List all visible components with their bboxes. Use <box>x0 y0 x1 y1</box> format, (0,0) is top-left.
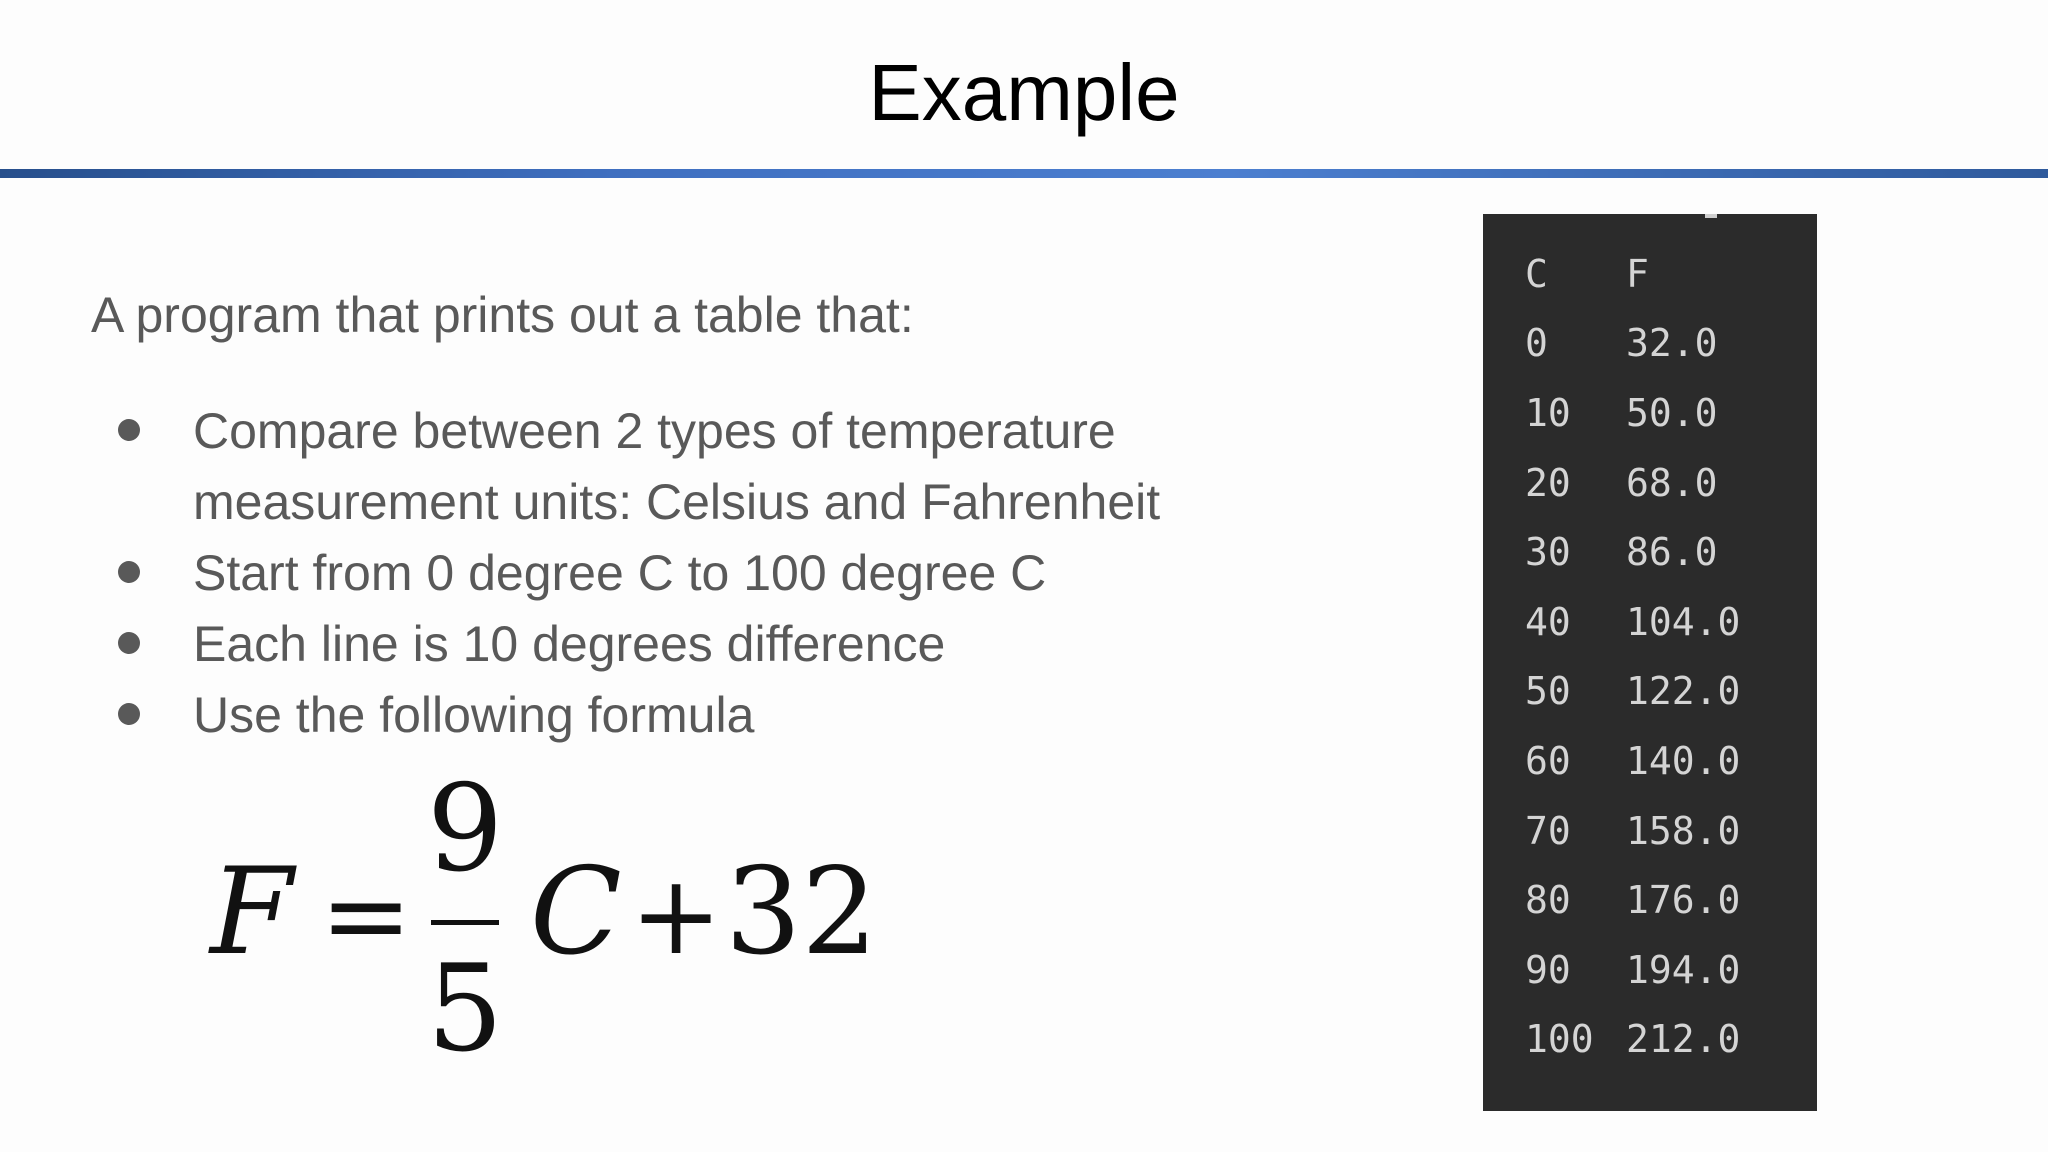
table-row <box>1525 657 1740 727</box>
fraction-bar <box>431 920 499 925</box>
bullet-list <box>0 396 1160 751</box>
celsius-cell: 40 <box>1525 599 1571 644</box>
bullet-item <box>0 680 1160 751</box>
celsius-cell: 90 <box>1525 947 1571 992</box>
celsius-cell: 60 <box>1525 738 1571 783</box>
bullet-dot-icon <box>118 561 140 583</box>
formula-equals: = <box>320 851 413 979</box>
table-row <box>1525 726 1740 796</box>
formula-denominator: 5 <box>426 940 504 1079</box>
console-output <box>1483 214 1817 1111</box>
bullet-dot-icon <box>118 419 140 441</box>
bullet-item <box>0 538 1160 609</box>
fahrenheit-cell: 86.0 <box>1626 530 1718 575</box>
celsius-cell: 20 <box>1525 460 1571 505</box>
bullet-item <box>0 396 1160 467</box>
bullet-text: Each line is 10 degrees difference <box>193 616 946 672</box>
formula-plus: + <box>630 851 723 979</box>
scroll-marker <box>1705 214 1717 218</box>
bullet-text: Compare between 2 types of temperature <box>193 403 1116 459</box>
celsius-cell: 0 <box>1525 321 1548 366</box>
fahrenheit-cell: 194.0 <box>1626 947 1741 992</box>
bullet-dot-icon <box>118 632 140 654</box>
formula-lhs: F <box>210 843 294 982</box>
formula-variable: C <box>530 843 622 982</box>
fahrenheit-cell: 104.0 <box>1626 599 1741 644</box>
celsius-cell: 70 <box>1525 808 1571 853</box>
formula-numerator: 9 <box>426 780 504 899</box>
table-row <box>1525 378 1740 448</box>
celsius-cell: 50 <box>1525 669 1571 714</box>
bullet-text: measurement units: Celsius and Fahrenheit <box>193 474 1161 530</box>
bullet-item <box>0 609 1160 680</box>
bullet-continuation <box>0 467 1160 538</box>
header-fahrenheit: F <box>1626 251 1649 296</box>
table-row <box>1525 517 1740 587</box>
formula-constant: 32 <box>725 843 878 982</box>
table-body <box>1525 309 1740 1075</box>
bullet-text: Use the following formula <box>193 687 755 743</box>
bullet-text: Start from 0 degree C to 100 degree C <box>193 545 1047 601</box>
celsius-cell: 80 <box>1525 878 1571 923</box>
title-divider <box>0 169 2048 178</box>
fahrenheit-cell: 122.0 <box>1626 669 1741 714</box>
temperature-table <box>1525 239 1740 1074</box>
fahrenheit-cell: 68.0 <box>1626 460 1718 505</box>
table-row <box>1525 796 1740 866</box>
intro-text: A program that prints out a table that: <box>91 287 914 343</box>
table-row <box>1525 935 1740 1005</box>
celsius-cell: 100 <box>1525 1017 1594 1062</box>
fahrenheit-cell: 158.0 <box>1626 808 1741 853</box>
fahrenheit-cell: 50.0 <box>1626 390 1718 435</box>
table-row <box>1525 1005 1740 1075</box>
slide-title: Example <box>868 48 1180 137</box>
celsius-cell: 10 <box>1525 390 1571 435</box>
celsius-cell: 30 <box>1525 530 1571 575</box>
fahrenheit-formula <box>205 780 905 1080</box>
table-row <box>1525 309 1740 379</box>
header-celsius: C <box>1525 251 1548 296</box>
fahrenheit-cell: 140.0 <box>1626 738 1741 783</box>
table-row <box>1525 448 1740 518</box>
fahrenheit-cell: 176.0 <box>1626 878 1741 923</box>
fahrenheit-cell: 212.0 <box>1626 1017 1741 1062</box>
table-header-row <box>1525 239 1740 309</box>
fahrenheit-cell: 32.0 <box>1626 321 1718 366</box>
bullet-dot-icon <box>118 703 140 725</box>
table-row <box>1525 865 1740 935</box>
table-row <box>1525 587 1740 657</box>
